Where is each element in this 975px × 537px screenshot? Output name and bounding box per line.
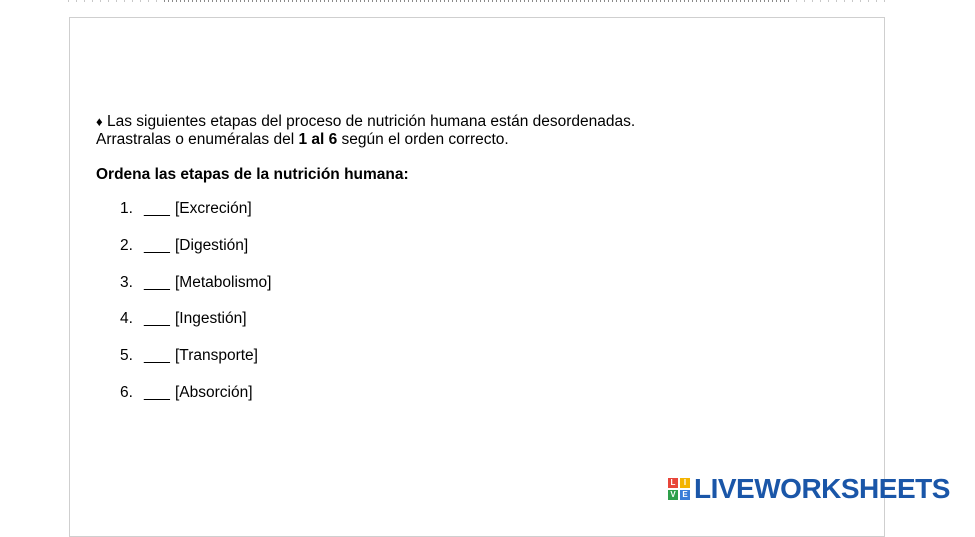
liveworksheets-logo [668,473,950,504]
stage-label[interactable]: [Ingestión] [175,310,247,328]
item-number: 5. [120,347,133,365]
instructions-range: 1 al 6 [298,131,338,148]
logo-wordmark: LIVEWORKSHEETS [694,473,950,504]
list-item [96,310,736,328]
answer-blank[interactable]: ___ [144,236,170,254]
list-item [96,384,736,402]
stage-label[interactable]: [Transporte] [175,347,258,365]
stage-label[interactable]: [Excreción] [175,200,252,217]
logo-tile: I [680,478,690,488]
item-number: 4. [120,310,133,328]
logo-tiles-icon [668,478,690,500]
stage-label[interactable]: [Absorción] [175,383,253,401]
stage-label[interactable]: [Metabolismo] [175,273,272,291]
instructions-line-2-end: según el orden correcto. [337,131,509,148]
section-heading: Ordena las etapas de la nutrición humana: [96,166,409,183]
instructions-line-1: Las siguientes etapas del proceso de nutrición humana están desordenadas. [102,113,636,130]
answer-blank[interactable]: ___ [144,347,170,365]
answer-blank[interactable]: ___ [144,383,170,401]
item-number: 2. [120,236,133,254]
instructions-line-2-start: Arrastralas o enuméralas del [96,131,299,148]
stages-list [96,200,736,402]
logo-tile: V [668,490,678,500]
instructions [96,113,736,149]
answer-blank[interactable]: ___ [144,200,170,217]
list-item [96,274,736,292]
answer-blank[interactable]: ___ [144,310,170,328]
logo-tile: E [680,490,690,500]
list-item [96,237,736,255]
stage-label[interactable]: [Digestión] [175,236,249,254]
list-item [96,200,736,218]
logo-tile: L [668,478,678,488]
diamond-bullet-icon: ♦ [96,114,103,129]
item-number: 3. [120,273,133,291]
item-number: 1. [120,200,133,217]
top-ruler [68,0,890,2]
list-item [96,347,736,365]
item-number: 6. [120,383,133,401]
ruler-margin-marks [164,0,790,2]
worksheet-content [96,113,736,421]
answer-blank[interactable]: ___ [144,273,170,291]
